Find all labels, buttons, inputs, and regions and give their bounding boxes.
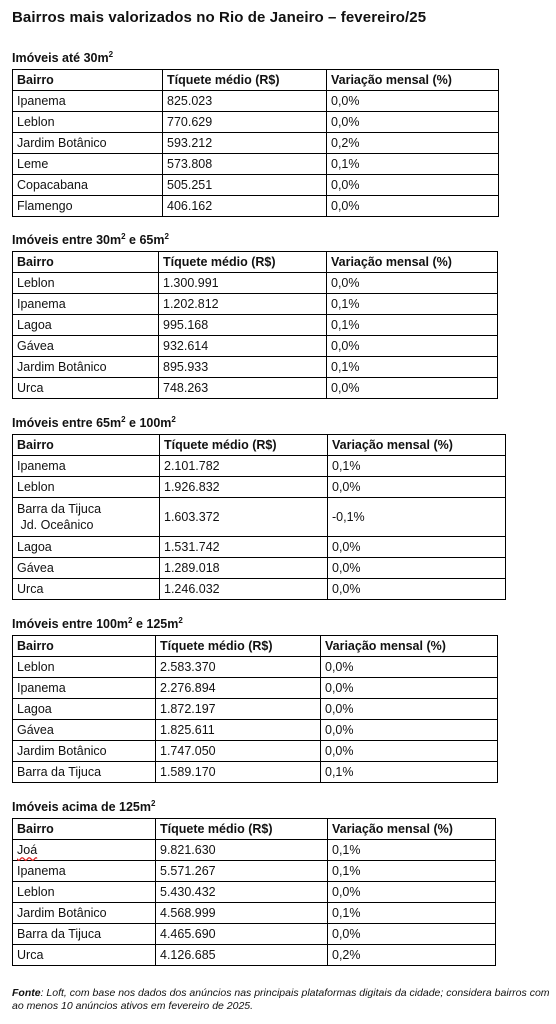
- section-title: [12, 800, 496, 815]
- ticket-cell: 2.583.370: [156, 657, 321, 678]
- variation-cell: 0,0%: [328, 882, 496, 903]
- table-section: [12, 800, 496, 966]
- variation-cell: 0,2%: [327, 133, 499, 154]
- variation-cell: 0,1%: [328, 840, 496, 861]
- variation-cell: 0,0%: [327, 91, 499, 112]
- ticket-cell: 1.531.742: [160, 537, 328, 558]
- variation-cell: 0,1%: [328, 456, 506, 477]
- variation-cell: 0,2%: [328, 945, 496, 966]
- table-section: [12, 233, 498, 399]
- variation-cell: 0,0%: [328, 579, 506, 600]
- bairro-cell: Ipanema: [13, 861, 156, 882]
- table-section: [12, 416, 506, 600]
- table-row: [13, 336, 498, 357]
- ticket-cell: 932.614: [159, 336, 327, 357]
- table-row: [13, 133, 499, 154]
- section-title-text: e 125m: [132, 617, 179, 631]
- ticket-cell: 1.872.197: [156, 699, 321, 720]
- bairro-cell: [13, 840, 156, 861]
- ticket-cell: 1.300.991: [159, 273, 327, 294]
- ticket-cell: 4.465.690: [156, 924, 328, 945]
- table-section: [12, 51, 499, 217]
- table-row: [13, 378, 498, 399]
- table-row: [13, 196, 499, 217]
- section-title-text: Imóveis acima de 125m: [12, 800, 151, 814]
- ticket-cell: 2.276.894: [156, 678, 321, 699]
- bairro-cell: Urca: [13, 378, 159, 399]
- table-row: [13, 91, 499, 112]
- bairro-cell: Lagoa: [13, 699, 156, 720]
- superscript-2: 2: [150, 798, 156, 808]
- bairro-cell: Lagoa: [13, 537, 160, 558]
- bairro-cell: Copacabana: [13, 175, 163, 196]
- superscript-2: 2: [164, 231, 169, 241]
- bairro-cell: Barra da Tijuca: [13, 762, 156, 783]
- table-row: [13, 840, 496, 861]
- variation-cell: 0,0%: [321, 657, 498, 678]
- ticket-cell: 1.589.170: [156, 762, 321, 783]
- ticket-cell: 748.263: [159, 378, 327, 399]
- column-header: Tíquete médio (R$): [159, 252, 327, 273]
- column-header: Bairro: [13, 819, 156, 840]
- table-row: [13, 579, 506, 600]
- bairro-cell: Ipanema: [13, 294, 159, 315]
- variation-cell: 0,0%: [321, 678, 498, 699]
- bairro-cell: Flamengo: [13, 196, 163, 217]
- table-row: [13, 273, 498, 294]
- table-row: [13, 903, 496, 924]
- section-title-text: Imóveis entre 65m: [12, 416, 122, 430]
- superscript-2: 2: [171, 414, 176, 424]
- table-row: [13, 175, 499, 196]
- spellcheck-underlined-text: Joá: [17, 843, 38, 857]
- bairro-cell: Ipanema: [13, 678, 156, 699]
- table-row: [13, 945, 496, 966]
- section-title-text: e 100m: [125, 416, 172, 430]
- column-header: Tíquete médio (R$): [163, 70, 327, 91]
- bairro-cell: Urca: [13, 579, 160, 600]
- superscript-2: 2: [121, 231, 126, 241]
- table-row: [13, 720, 498, 741]
- bairro-cell: Gávea: [13, 558, 160, 579]
- table-row: [13, 456, 506, 477]
- superscript-2: 2: [128, 615, 133, 625]
- table-section: [12, 617, 498, 783]
- column-header: Variação mensal (%): [327, 252, 498, 273]
- column-header: Variação mensal (%): [328, 819, 496, 840]
- table-row: [13, 861, 496, 882]
- variation-cell: 0,0%: [321, 741, 498, 762]
- source-text: : Loft, com base nos dados dos anúncios nas principais plataformas digitais da cidade; considera bairros com ao menos 10 anúncios ativos em fevereiro de 2025.: [12, 987, 550, 1012]
- variation-cell: 0,0%: [327, 112, 499, 133]
- table-row: [13, 294, 498, 315]
- ticket-cell: 5.430.432: [156, 882, 328, 903]
- table-header-row: [13, 636, 498, 657]
- bairro-cell: Gávea: [13, 720, 156, 741]
- bairro-cell: Gávea: [13, 336, 159, 357]
- superscript-2: 2: [121, 414, 126, 424]
- column-header: Variação mensal (%): [321, 636, 498, 657]
- table-row: [13, 657, 498, 678]
- bairro-cell: Jardim Botânico: [13, 903, 156, 924]
- table-header-row: [13, 252, 498, 273]
- ticket-cell: 1.246.032: [160, 579, 328, 600]
- section-title-text: Imóveis entre 30m: [12, 233, 122, 247]
- variation-cell: 0,0%: [327, 273, 498, 294]
- variation-cell: 0,0%: [327, 378, 498, 399]
- variation-cell: -0,1%: [328, 498, 506, 537]
- data-table: [12, 818, 496, 966]
- table-row: [13, 498, 506, 537]
- data-table: [12, 251, 498, 399]
- bairro-cell: Urca: [13, 945, 156, 966]
- variation-cell: 0,0%: [328, 537, 506, 558]
- column-header: Bairro: [13, 70, 163, 91]
- data-table: [12, 635, 498, 783]
- bairro-cell: Leme: [13, 154, 163, 175]
- table-row: [13, 741, 498, 762]
- section-title-text: Imóveis até 30m: [12, 51, 109, 65]
- table-row: [13, 924, 496, 945]
- variation-cell: 0,0%: [328, 477, 506, 498]
- ticket-cell: 1.926.832: [160, 477, 328, 498]
- ticket-cell: 593.212: [163, 133, 327, 154]
- variation-cell: 0,0%: [321, 699, 498, 720]
- bairro-cell: Jardim Botânico: [13, 357, 159, 378]
- ticket-cell: 1.289.018: [160, 558, 328, 579]
- bairro-cell: Leblon: [13, 112, 163, 133]
- table-row: [13, 882, 496, 903]
- table-row: [13, 357, 498, 378]
- variation-cell: 0,1%: [328, 861, 496, 882]
- ticket-cell: 573.808: [163, 154, 327, 175]
- column-header: Tíquete médio (R$): [156, 819, 328, 840]
- variation-cell: 0,0%: [327, 336, 498, 357]
- column-header: Variação mensal (%): [328, 435, 506, 456]
- variation-cell: 0,0%: [321, 720, 498, 741]
- variation-cell: 0,0%: [328, 558, 506, 579]
- section-title: [12, 617, 498, 632]
- table-header-row: [13, 819, 496, 840]
- column-header: Tíquete médio (R$): [156, 636, 321, 657]
- bairro-cell: Jardim Botânico: [13, 133, 163, 154]
- data-table: [12, 434, 506, 600]
- ticket-cell: 9.821.630: [156, 840, 328, 861]
- bairro-cell: Jardim Botânico: [13, 741, 156, 762]
- section-title: [12, 233, 498, 248]
- table-row: [13, 762, 498, 783]
- ticket-cell: 2.101.782: [160, 456, 328, 477]
- data-table: [12, 69, 499, 217]
- table-row: [13, 477, 506, 498]
- column-header: Bairro: [13, 252, 159, 273]
- variation-cell: 0,1%: [321, 762, 498, 783]
- ticket-cell: 895.933: [159, 357, 327, 378]
- column-header: Variação mensal (%): [327, 70, 499, 91]
- ticket-cell: 406.162: [163, 196, 327, 217]
- column-header: Bairro: [13, 636, 156, 657]
- bairro-cell: Barra da Tijuca Jd. Oceânico: [13, 498, 160, 537]
- bairro-cell: Lagoa: [13, 315, 159, 336]
- document-title: Bairros mais valorizados no Rio de Janeiro – fevereiro/25: [12, 9, 427, 26]
- bairro-cell: Leblon: [13, 657, 156, 678]
- ticket-cell: 770.629: [163, 112, 327, 133]
- ticket-cell: 1.747.050: [156, 741, 321, 762]
- ticket-cell: 4.568.999: [156, 903, 328, 924]
- variation-cell: 0,1%: [327, 357, 498, 378]
- variation-cell: 0,0%: [327, 175, 499, 196]
- variation-cell: 0,1%: [327, 315, 498, 336]
- section-title-text: e 65m: [125, 233, 165, 247]
- table-header-row: [13, 435, 506, 456]
- variation-cell: 0,0%: [327, 196, 499, 217]
- ticket-cell: 1.603.372: [160, 498, 328, 537]
- ticket-cell: 5.571.267: [156, 861, 328, 882]
- ticket-cell: 1.202.812: [159, 294, 327, 315]
- column-header: Bairro: [13, 435, 160, 456]
- table-header-row: [13, 70, 499, 91]
- source-note: [12, 987, 552, 1013]
- section-title: [12, 51, 499, 66]
- table-row: [13, 699, 498, 720]
- bairro-cell: Leblon: [13, 477, 160, 498]
- table-row: [13, 678, 498, 699]
- ticket-cell: 4.126.685: [156, 945, 328, 966]
- bairro-cell: Leblon: [13, 882, 156, 903]
- ticket-cell: 1.825.611: [156, 720, 321, 741]
- bairro-cell: Ipanema: [13, 456, 160, 477]
- variation-cell: 0,1%: [327, 294, 498, 315]
- superscript-2: 2: [108, 49, 114, 59]
- bairro-cell: Barra da Tijuca: [13, 924, 156, 945]
- table-row: [13, 112, 499, 133]
- table-row: [13, 315, 498, 336]
- superscript-2: 2: [178, 615, 183, 625]
- ticket-cell: 995.168: [159, 315, 327, 336]
- ticket-cell: 505.251: [163, 175, 327, 196]
- table-row: [13, 537, 506, 558]
- variation-cell: 0,1%: [327, 154, 499, 175]
- bairro-cell: Ipanema: [13, 91, 163, 112]
- table-row: [13, 558, 506, 579]
- variation-cell: 0,1%: [328, 903, 496, 924]
- section-title-text: Imóveis entre 100m: [12, 617, 129, 631]
- bairro-cell: Leblon: [13, 273, 159, 294]
- table-row: [13, 154, 499, 175]
- source-label: Fonte: [12, 987, 41, 999]
- ticket-cell: 825.023: [163, 91, 327, 112]
- column-header: Tíquete médio (R$): [160, 435, 328, 456]
- variation-cell: 0,0%: [328, 924, 496, 945]
- section-title: [12, 416, 506, 431]
